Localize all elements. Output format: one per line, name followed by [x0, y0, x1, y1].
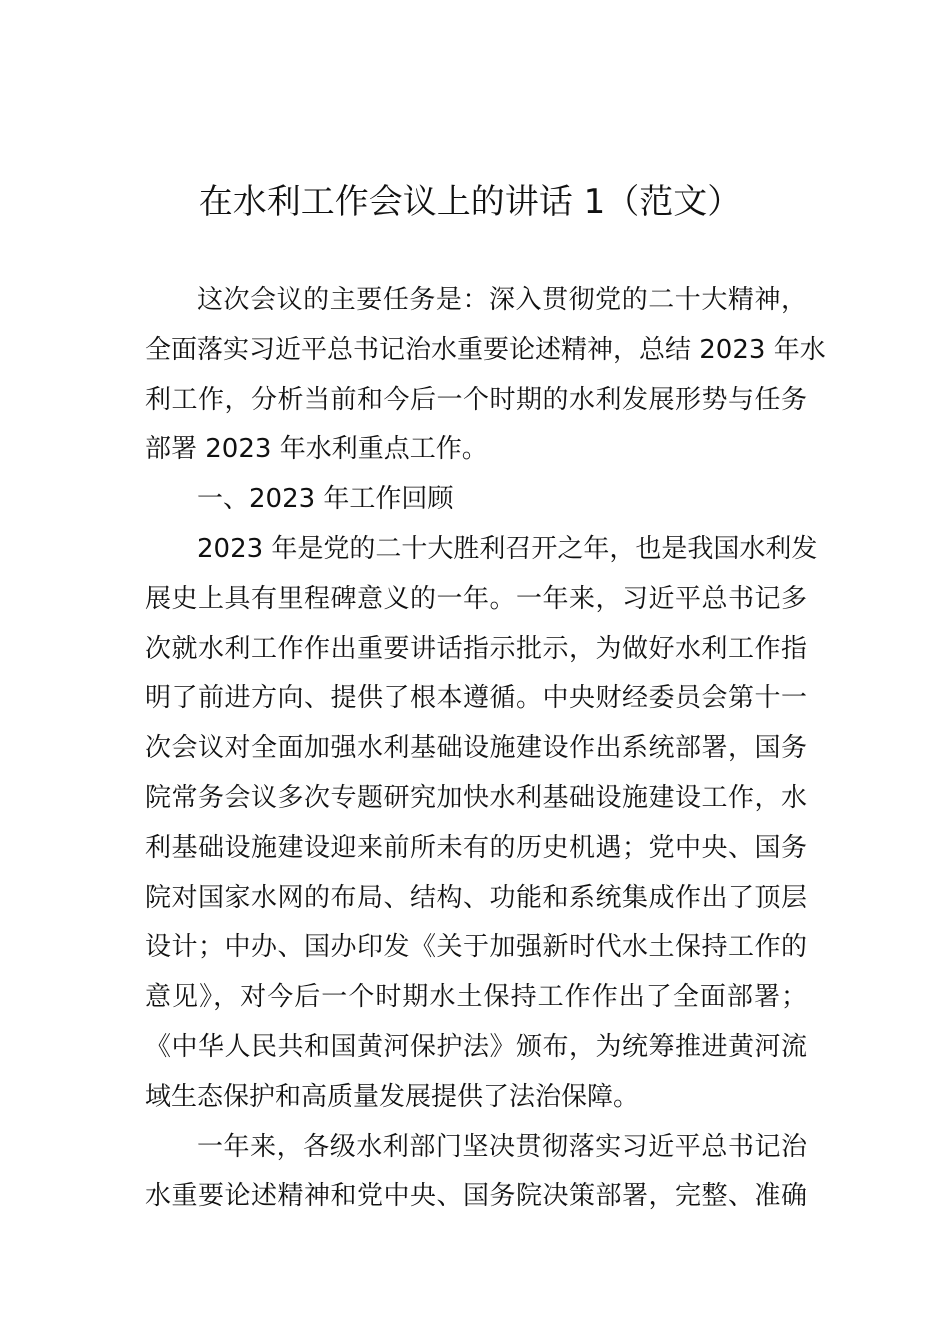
- section-heading: [145, 475, 807, 525]
- text-line: 设计；中办、国办印发《关于加强新时代水土保持工作的: [145, 932, 807, 963]
- text-line: 水重要论述精神和党中央、国务院决策部署，完整、准确: [145, 1181, 807, 1212]
- text-line: 院对国家水网的布局、结构、功能和系统集成作出了顶层: [145, 882, 807, 913]
- text-line: 一、2023 年工作回顾: [197, 484, 454, 515]
- text-line: 次会议对全面加强水利基础设施建设作出系统部署，国务: [145, 733, 807, 764]
- text-line: 《中华人民共和国黄河保护法》颁布，为统筹推进黄河流: [145, 1031, 807, 1062]
- text-line: 这次会议的主要任务是：深入贯彻党的二十大精神，: [197, 285, 807, 315]
- paragraph-review: [145, 525, 818, 1123]
- text-line: 域生态保护和高质量发展提供了法治保障。: [145, 1081, 640, 1112]
- text-line: 次就水利工作作出重要讲话指示批示，为做好水利工作指: [145, 633, 807, 664]
- text-line: 2023 年是党的二十大胜利召开之年，也是我国水利发: [197, 533, 818, 564]
- text-line: 全面落实习近平总书记治水重要论述精神，总结 2023 年水: [145, 334, 826, 365]
- text-line: 利工作，分析当前和今后一个时期的水利发展形势与任务: [145, 384, 807, 415]
- text-line: 意见》，对今后一个时期水土保持工作作出了全面部署；: [145, 982, 807, 1013]
- text-line: 明了前进方向、提供了根本遵循。中央财经委员会第十一: [145, 683, 807, 714]
- text-line: 院常务会议多次专题研究加快水利基础设施建设工作，水: [145, 782, 807, 813]
- text-line: 利基础设施建设迎来前所未有的历史机遇；党中央、国务: [145, 832, 807, 863]
- text-line: 一年来，各级水利部门坚决贯彻落实习近平总书记治: [197, 1131, 807, 1162]
- text-line: 展史上具有里程碑意义的一年。一年来，习近平总书记多: [145, 583, 807, 614]
- paragraph-departments: [145, 1123, 807, 1223]
- page-title: 在水利工作会议上的讲话 1（范文）: [198, 182, 742, 222]
- document-body: [145, 276, 826, 1222]
- paragraph-task: [145, 276, 826, 475]
- text-line: 部署 2023 年水利重点工作。: [145, 434, 488, 465]
